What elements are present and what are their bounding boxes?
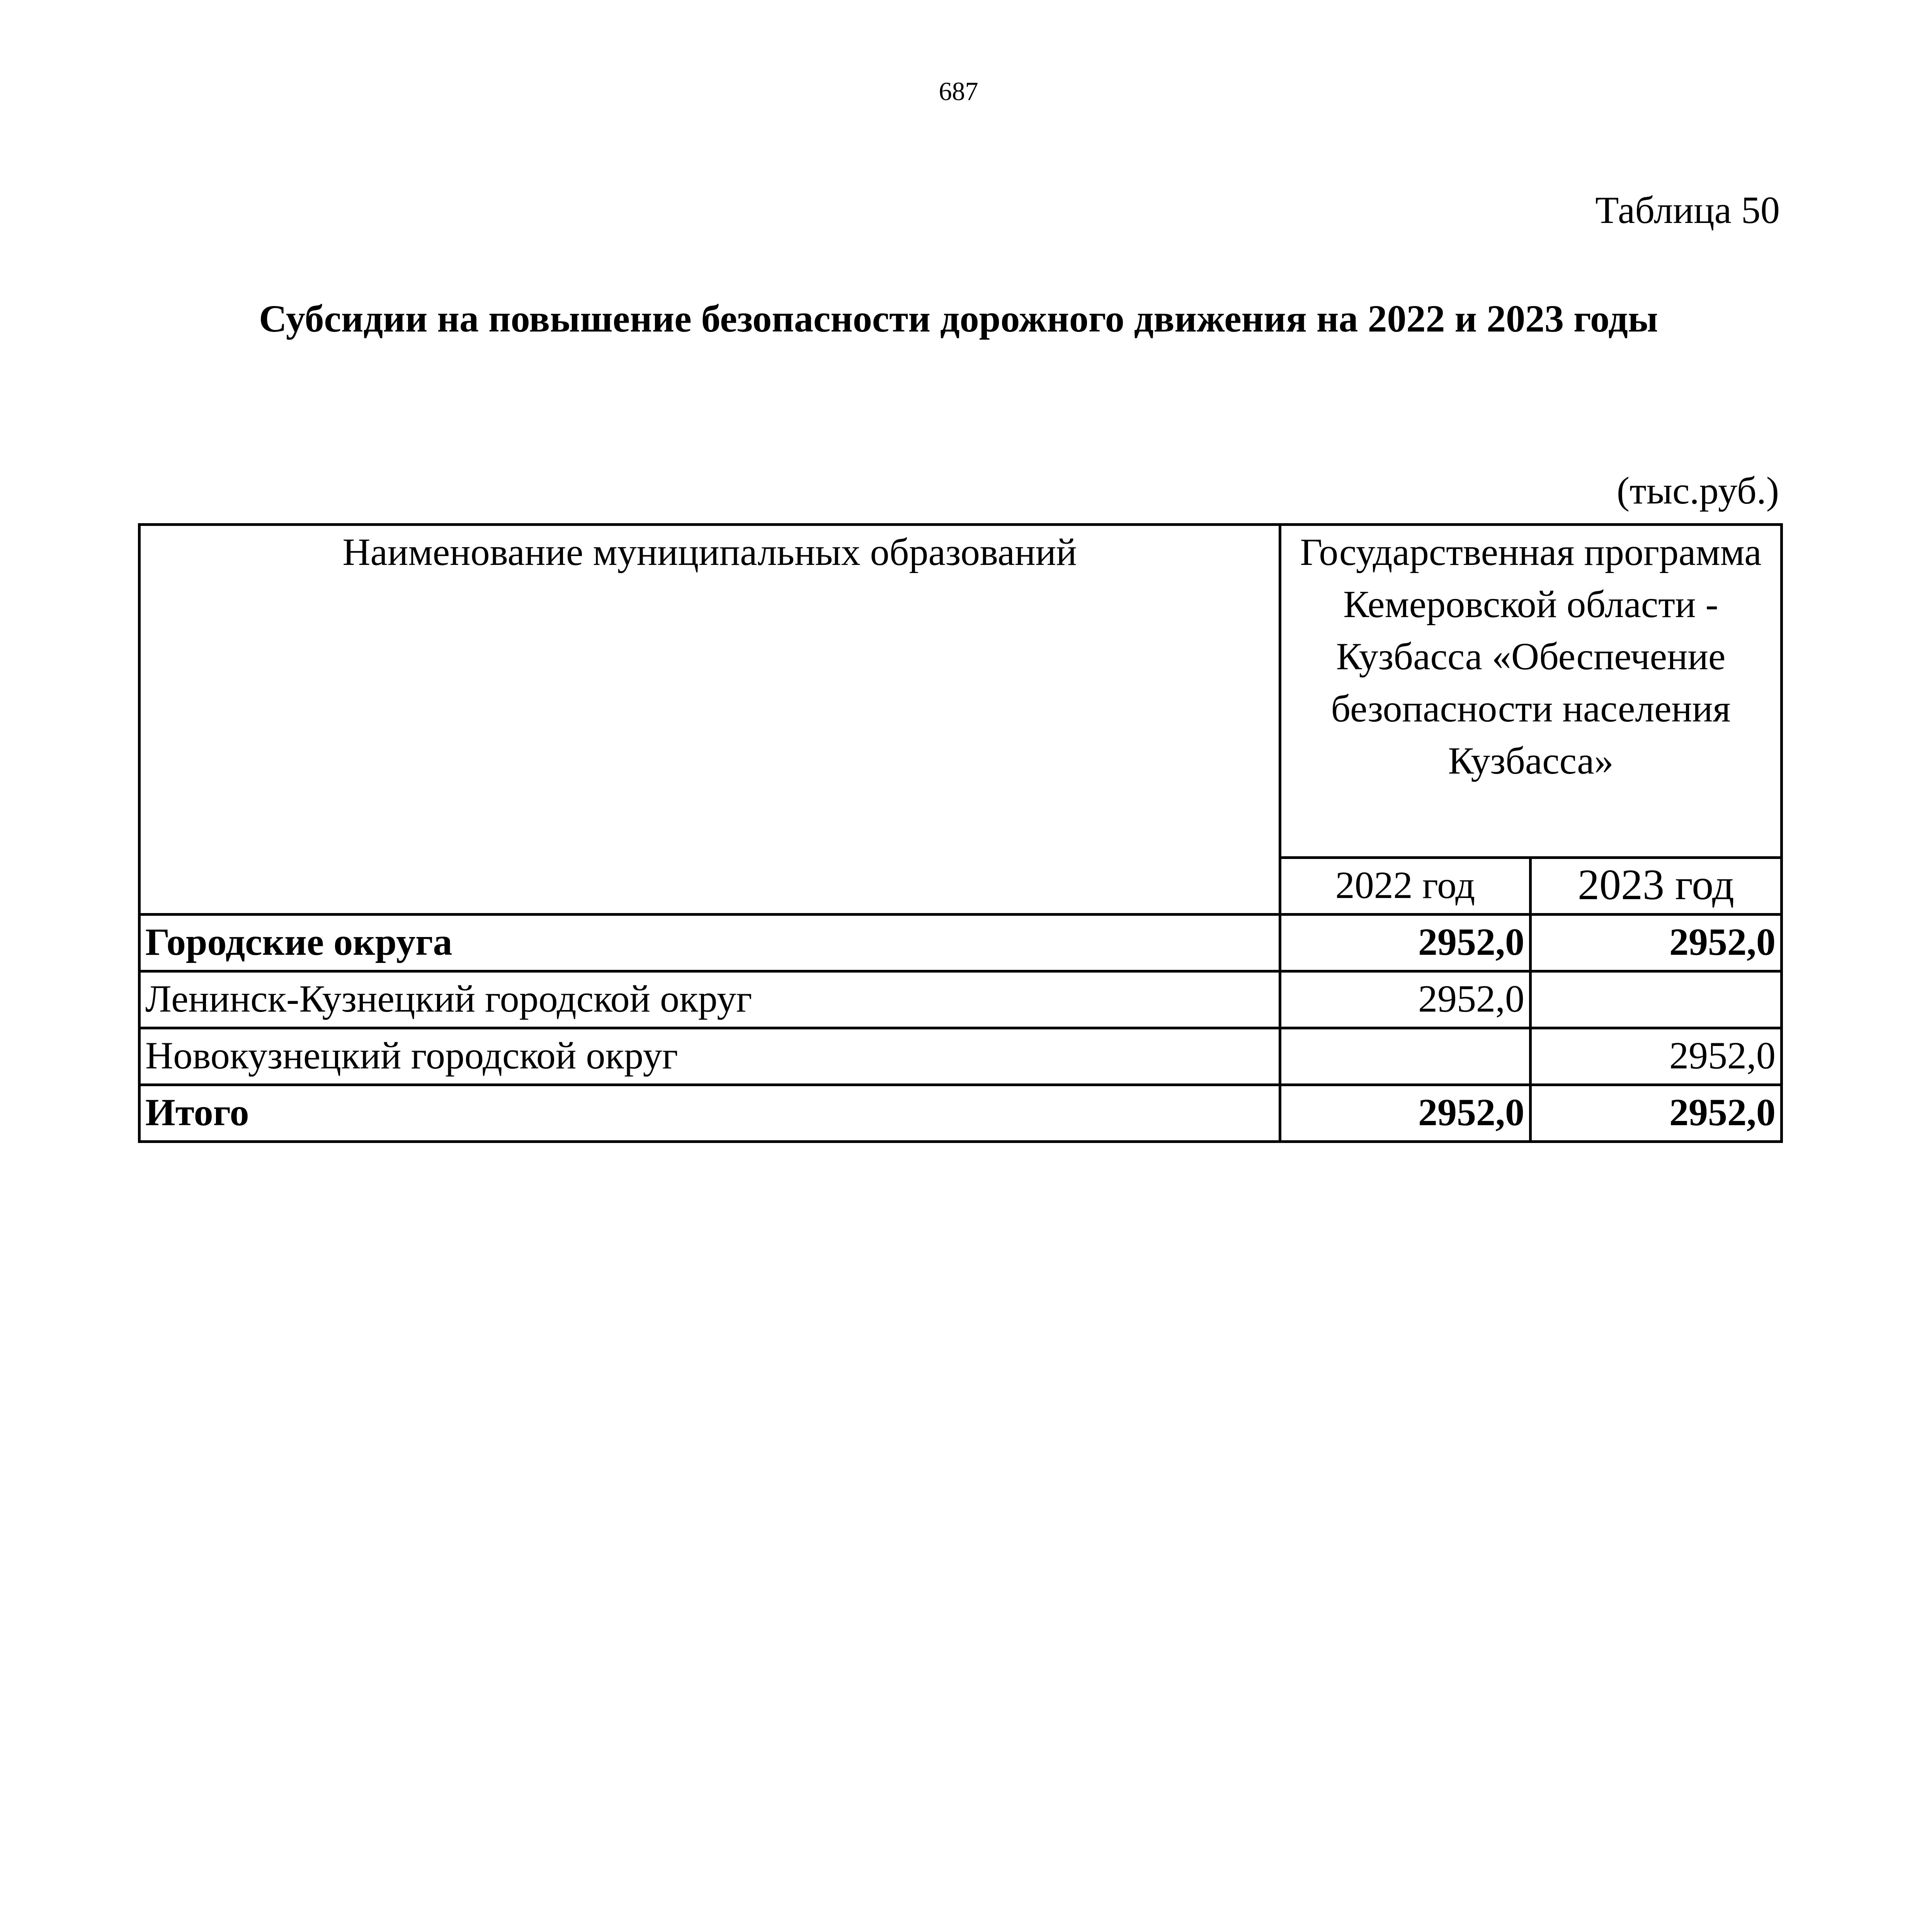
table-row (139, 971, 1782, 1028)
row-value-2022: 2952,0 (1280, 915, 1531, 971)
row-value-2023: 2952,0 (1531, 1085, 1782, 1142)
page-number: 687 (939, 77, 978, 106)
units-label: (тыс.руб.) (1616, 469, 1779, 512)
table-label: Таблица 50 (1595, 189, 1780, 231)
header-program: Государственная программа Кемеровской области - Кузбасса «Обеспечение безопасности населения Кузбасса» (1280, 525, 1782, 858)
row-value-2023 (1531, 971, 1782, 1028)
row-value-2023: 2952,0 (1531, 1028, 1782, 1085)
table-total-row (139, 1085, 1782, 1142)
table-row (139, 915, 1782, 971)
row-name: Городские округа (139, 915, 1280, 971)
header-name-column: Наименование муниципальных образований (139, 525, 1280, 915)
subsidy-table (138, 523, 1783, 1143)
document-title: Субсидии на повышение безопасности дорожного движения на 2022 и 2023 годы (259, 297, 1658, 340)
row-value-2022: 2952,0 (1280, 1085, 1531, 1142)
header-year-2022: 2022 год (1280, 858, 1531, 915)
row-name: Итого (139, 1085, 1280, 1142)
row-value-2022 (1280, 1028, 1531, 1085)
row-name: Новокузнецкий городской округ (139, 1028, 1280, 1085)
table-row (139, 1028, 1782, 1085)
row-value-2022: 2952,0 (1280, 971, 1531, 1028)
row-value-2023: 2952,0 (1531, 915, 1782, 971)
row-name: Ленинск-Кузнецкий городской округ (139, 971, 1280, 1028)
table-header-row (139, 525, 1782, 858)
header-year-2023: 2023 год (1531, 858, 1782, 915)
